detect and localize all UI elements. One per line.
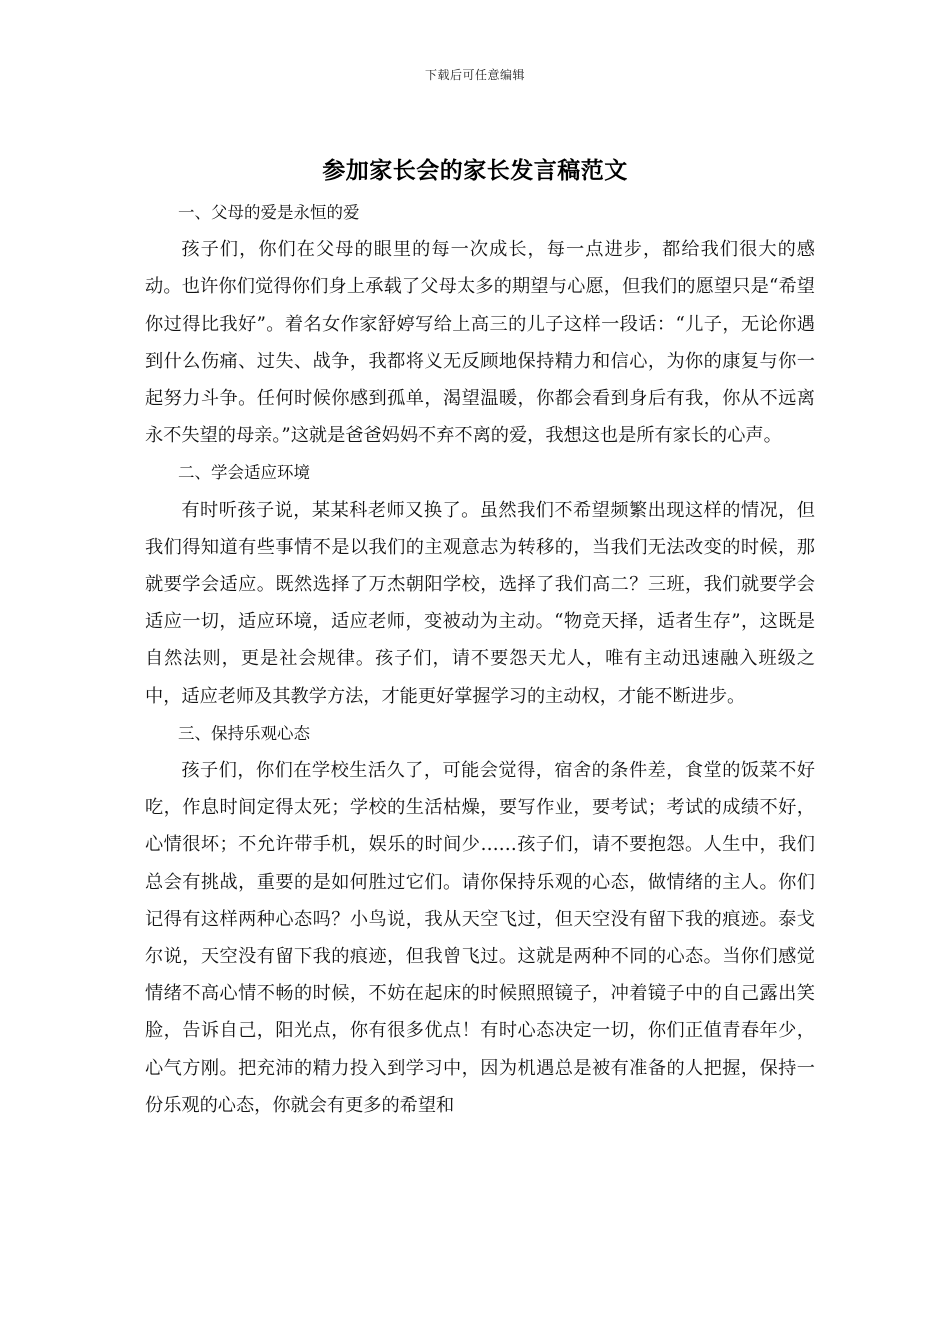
section-heading-1: 一、父母的爱是永恒的爱: [178, 203, 360, 222]
section-heading-2: 二、学会适应环境: [178, 463, 310, 483]
section-heading-3: 三、保持乐观心态: [178, 723, 310, 743]
document-title: 参加家长会的家长发言稿范文: [322, 158, 628, 184]
section-paragraph-1: 孩子们，你们在父母的眼里的每一次成长，每一点进步，都给我们很大的感动。也许你们觉得你们身上承载了父母太多的期望与心愿，但我们的愿望只是“希望你过得比我好”。着名女作家舒婷写给上高三的儿子这样一段话：“儿子，无论你遇到什么伤痛、过失、战争，我都将义无反顾地保持精力和信心，为你的康复与你一起努力斗争。任何时候你感到孤单，渴望温暖，你都会看到身后有我，你从不远离永不失望的母亲。”这就是爸爸妈妈不弃不离的爱，我想这也是所有家长的心声。: [145, 239, 815, 447]
section-paragraph-2: 有时听孩子说，某某科老师又换了。虽然我们不希望频繁出现这样的情况，但我们得知道有些事情不是以我们的主观意志为转移的，当我们无法改变的时候，那就要学会适应。既然选择了万杰朝阳学校，选择了我们高二？三班，我们就要学会适应一切，适应环境，适应老师，变被动为主动。“物竞天择，适者生存”，这既是自然法则，更是社会规律。孩子们，请不要怨天尤人，唯有主动迅速融入班级之中，适应老师及其教学方法，才能更好掌握学习的主动权，才能不断进步。: [145, 499, 815, 707]
section-paragraph-3: 孩子们，你们在学校生活久了，可能会觉得，宿舍的条件差，食堂的饭菜不好吃，作息时间定得太死；学校的生活枯燥，要写作业，要考试；考试的成绩不好，心情很坏；不允许带手机，娱乐的时间少……孩子们，请不要抱怨。人生中，我们总会有挑战，重要的是如何胜过它们。请你保持乐观的心态，做情绪的主人。你们记得有这样两种心态吗？小鸟说，我从天空飞过，但天空没有留下我的痕迹。泰戈尔说，天空没有留下我的痕迹，但我曾飞过。这就是两种不同的心态。当你们感觉情绪不高心情不畅的时候，不妨在起床的时候照照镜子，冲着镜子中的自己露出笑脸，告诉自己，阳光点，你有很多优点！有时心态决定一切，你们正值青春年少，心气方刚。把充沛的精力投入到学习中，因为机遇总是被有准备的人把握，保持一份乐观的心态，你就会有更多的希望和: [145, 760, 815, 1116]
document-body: [145, 194, 815, 1124]
header-note: 下载后可任意编辑: [424, 68, 525, 82]
